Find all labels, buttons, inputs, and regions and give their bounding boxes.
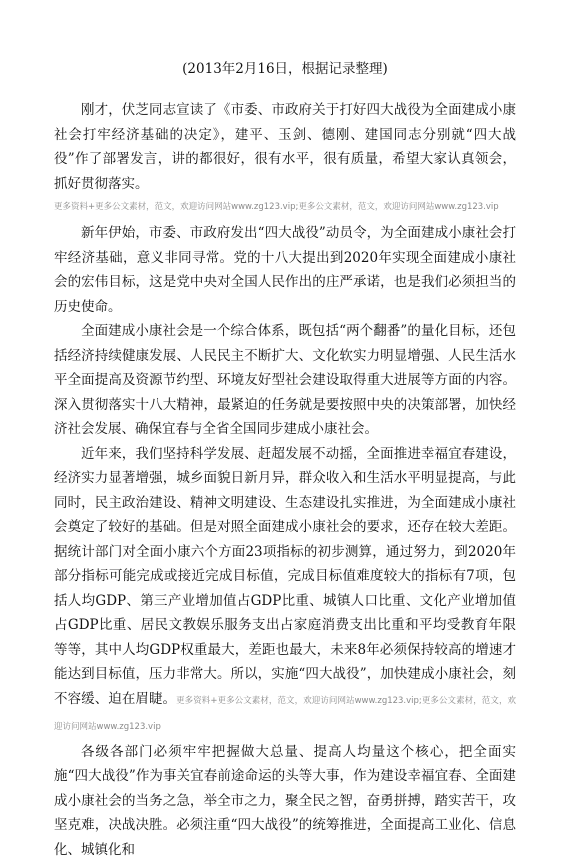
date-line: (2013年2月16日，根据记录整理) xyxy=(0,60,570,78)
paragraph-2: 新年伊始，市委、市政府发出“四大战役”动员令，为全面建成小康社会打牢经济基础，意义非同寻常。党的十八大提出到2020年实现全面建成小康社会的宏伟目标，这是党中央对全国人民作出的庄严承诺，也是我们必须担当的历史使命。 xyxy=(54,221,516,319)
paragraph-3: 全面建成小康社会是一个综合体系，既包括“两个翻番”的量化目标，还包括经济持续健康发展、人民民主不断扩大、文化软实力明显增强、人民生活水平全面提高及资源节约型、环境友好型社会建设取得重大进展等方面的内容。深入贯彻落实十八大精神，最紧迫的任务就是要按照中央的决策部署，加快经济社会发展、确保宜春与全省全国同步建成小康社会。 xyxy=(54,319,516,442)
paragraph-4-text: 近年来，我们坚持科学发展、赶超发展不动摇，全面推进幸福宜春建设，经济实力显著增强，城乡面貌日新月异，群众收入和生活水平明显提高，与此同时，民主政治建设、精神文明建设、生态建设扎实推进，为全面建成小康社会奠定了较好的基础。但是对照全面建成小康社会的要求，还存在较大差距。据统计部门对全面小康六个方面23项指标的初步测算，通过努力，到2020年部分指标可能完成或接近完成目标值，完成目标值难度较大的指标有7项，包括人均GDP、第三产业增加值占GDP比重、城镇人口比重、文化产业增加值占GDP比重、居民文教娱乐服务支出占家庭消费支出比重和平均受教育年限等等，其中人均GDP权重最大，差距也最大，未来8年必须保持较高的增速才能达到目标值，压力非常大。所以，实施“四大战役”，加快建成小康社会，刻不容缓、迫在眉睫。 xyxy=(54,446,516,707)
paragraph-4-watermark: 更多资料+更多公文素材，范文，欢迎访问网站www.zg123.vip;更多公文素材，范文，欢迎访问网站www.zg123.vip xyxy=(54,696,516,733)
paragraph-5: 各级各部门必须牢牢把握做大总量、提高人均量这个核心，把全面实施“四大战役”作为事关宜春前途命运的头等大事，作为建设幸福宜春、全面建成小康社会的当务之急，举全市之力，聚全民之智，奋勇拼搏，踏实苦干，攻坚克难，决战决胜。必须注重“四大战役”的统筹推进，全面提高工业化、信息化、城镇化和 xyxy=(54,740,516,862)
watermark-line: 更多资料+更多公文素材，范文，欢迎访问网站www.zg123.vip;更多公文素材，范文，欢迎访问网站www.zg123.vip xyxy=(54,198,516,217)
paragraph-4 xyxy=(54,442,516,740)
paragraph-1: 刚才，伏芝同志宣读了《市委、市政府关于打好四大战役为全面建成小康社会打牢经济基础的决定》，建平、玉剑、德刚、建国同志分别就“四大战役”作了部署发言，讲的都很好，很有水平，很有质量，希望大家认真领会，抓好贯彻落实。 xyxy=(54,98,516,196)
document-body xyxy=(54,98,516,862)
